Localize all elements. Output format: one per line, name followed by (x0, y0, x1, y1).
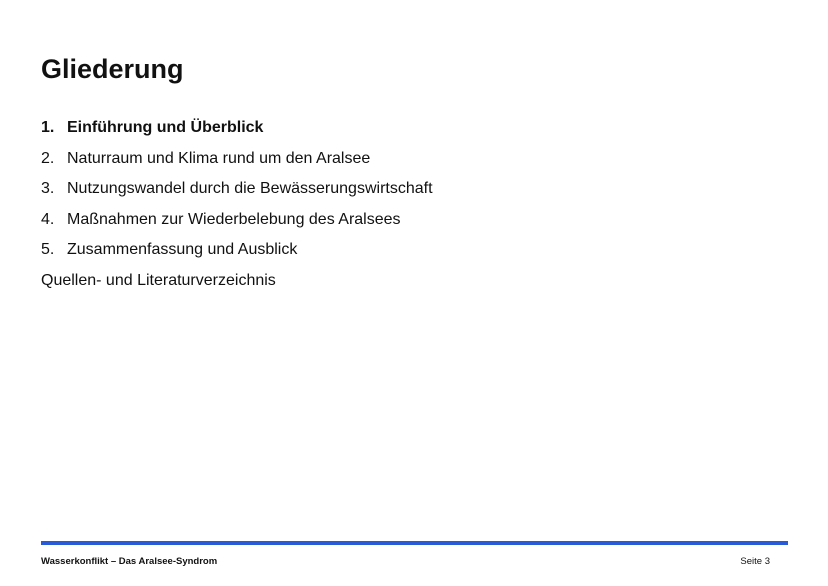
agenda-item-text: Nutzungswandel durch die Bewässerungswirtschaft (67, 180, 433, 198)
agenda-item-text: Einführung und Überblick (67, 119, 264, 136)
agenda-item-references (41, 270, 781, 301)
agenda-item-3 (41, 178, 781, 209)
agenda-item-number: 3. (41, 180, 55, 198)
agenda-item-text: Zusammenfassung und Ausblick (67, 241, 298, 259)
agenda-item-number: 1. (41, 119, 55, 136)
agenda-item-2 (41, 148, 781, 179)
agenda-item-text: Maßnahmen zur Wiederbelebung des Aralsees (67, 210, 401, 228)
agenda-list (41, 117, 781, 301)
agenda-item-number: 2. (41, 149, 55, 167)
footer-page-number: Seite 3 (740, 556, 770, 567)
footer-presentation-title: Wasserkonflikt – Das Aralsee-Syndrom (41, 556, 218, 567)
agenda-item-text: Naturraum und Klima rund um den Aralsee (67, 149, 371, 167)
agenda-item-1 (41, 117, 781, 148)
agenda-item-number: 4. (41, 210, 55, 228)
footer-divider (41, 541, 788, 545)
agenda-item-5 (41, 239, 781, 270)
agenda-item-text: Quellen- und Literaturverzeichnis (41, 271, 276, 289)
slide-title: Gliederung (41, 54, 184, 84)
agenda-item-4 (41, 209, 781, 240)
agenda-item-number: 5. (41, 241, 55, 259)
